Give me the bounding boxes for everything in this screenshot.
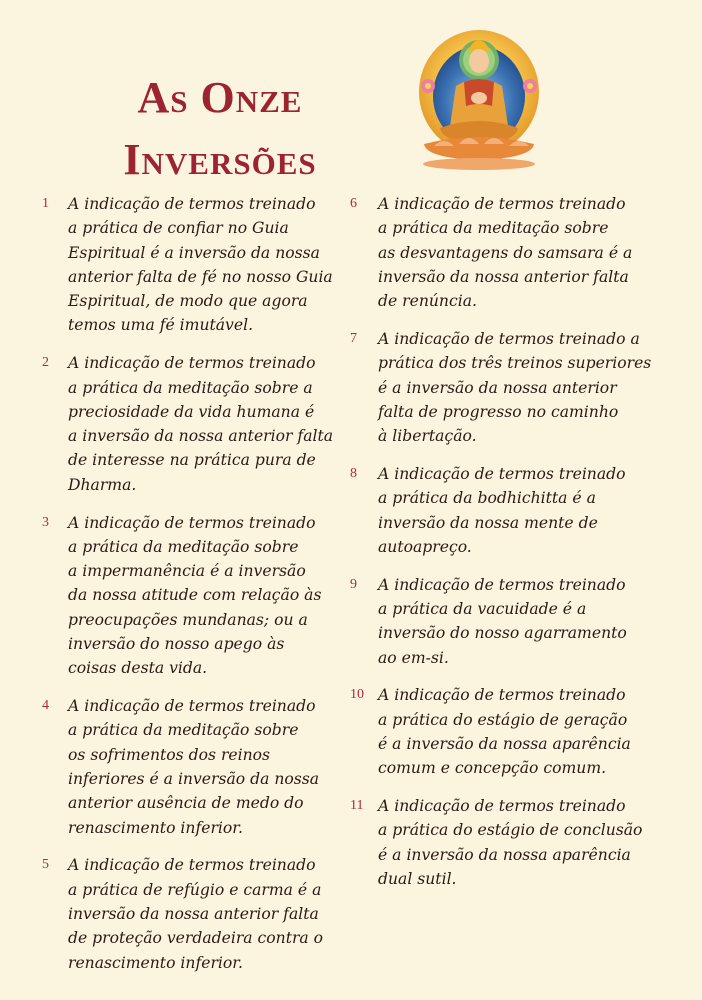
text-line: inferiores é a inversão da nossa: [68, 770, 320, 789]
item-text: [68, 511, 340, 681]
text-line: inversão da nossa mente de: [378, 513, 598, 532]
text-line: a prática de confiar no Guia: [68, 219, 289, 238]
text-line: Dharma.: [68, 475, 137, 494]
inversions-list-right: [348, 192, 653, 905]
text-line: é a inversão da nossa anterior: [378, 378, 617, 397]
item-number: 3: [42, 514, 49, 530]
text-line: a prática de refúgio e carma é a: [68, 880, 322, 899]
item-text: [68, 351, 340, 497]
list-item: [348, 192, 653, 313]
text-line: A indicação de termos treinado: [378, 195, 626, 213]
text-line: A indicação de termos treinado: [68, 697, 316, 716]
text-line: anterior ausência de medo do: [68, 794, 304, 813]
item-number: 11: [350, 798, 364, 814]
text-line: inversão do nosso agarramento: [378, 624, 627, 643]
text-line: dual sutil.: [378, 869, 457, 888]
text-line: A indicação de termos treinado: [68, 195, 316, 213]
item-text: [378, 794, 653, 891]
list-item: [348, 327, 653, 448]
item-number: 1: [42, 196, 49, 211]
item-number: 7: [350, 330, 357, 346]
text-line: a inversão da nossa anterior falta: [68, 427, 334, 446]
list-item: [348, 683, 653, 780]
list-item: [40, 694, 340, 840]
text-line: renascimento inferior.: [68, 818, 243, 837]
text-line: temos uma fé imutável.: [68, 316, 254, 335]
text-line: inversão do nosso apego às: [68, 635, 285, 654]
text-line: A indicação de termos treinado: [68, 856, 316, 875]
text-line: a prática da bodhichitta é a: [378, 489, 596, 508]
text-line: A indicação de termos treinado a: [378, 329, 640, 348]
text-line: A indicação de termos treinado: [68, 354, 316, 373]
list-item: [348, 462, 653, 559]
text-line: preocupações mundanas; ou a: [68, 610, 308, 629]
text-line: os sofrimentos dos reinos: [68, 745, 271, 764]
text-line: falta de progresso no caminho: [378, 402, 619, 421]
text-line: Espiritual, de modo que agora: [68, 292, 308, 311]
list-item: [40, 853, 340, 974]
page-title: [120, 67, 320, 190]
text-line: preciosidade da vida humana é: [68, 402, 315, 421]
text-line: coisas desta vida.: [68, 659, 208, 678]
text-line: da nossa atitude com relação às: [68, 586, 322, 605]
list-item: [40, 351, 340, 497]
text-line: inversão da nossa anterior falta: [68, 905, 319, 924]
text-line: a prática do estágio de conclusão: [378, 821, 643, 840]
list-item: [348, 573, 653, 670]
text-line: A indicação de termos treinado: [378, 686, 626, 705]
text-line: é a inversão da nossa aparência: [378, 734, 631, 753]
meditating-lama-portrait-icon: [404, 26, 554, 172]
text-line: as desvantagens do samsara é a: [378, 243, 633, 262]
item-text: [378, 327, 653, 448]
item-text: [68, 853, 340, 974]
text-line: Espiritual é a inversão da nossa: [68, 243, 320, 262]
text-line: renascimento inferior.: [68, 953, 243, 972]
list-item: [40, 511, 340, 681]
item-number: 2: [42, 355, 49, 371]
text-line: A indicação de termos treinado: [378, 464, 626, 483]
text-line: a prática da meditação sobre: [68, 721, 299, 740]
item-text: [378, 462, 653, 559]
text-line: a prática do estágio de geração: [378, 710, 628, 729]
text-line: A indicação de termos treinado: [378, 797, 626, 816]
text-line: a prática da meditação sobre: [68, 537, 299, 556]
text-line: A indicação de termos treinado: [68, 513, 316, 532]
page-title-line-1: As Onze: [137, 73, 303, 123]
item-number: 10: [350, 687, 364, 703]
text-line: é a inversão da nossa aparência: [378, 845, 631, 864]
item-number: 4: [42, 698, 49, 714]
text-line: anterior falta de fé no nosso Guia: [68, 267, 333, 286]
page-title-line-2: Inversões: [123, 135, 317, 185]
text-line: à libertação.: [378, 427, 477, 446]
text-line: prática dos três treinos superiores: [378, 354, 652, 373]
inversions-list-left: [40, 192, 340, 988]
text-line: autoapreço.: [378, 537, 472, 556]
text-line: a impermanência é a inversão: [68, 562, 306, 581]
list-item: [40, 192, 340, 338]
item-number: 8: [350, 465, 357, 481]
text-line: inversão da nossa anterior falta: [378, 267, 629, 286]
item-text: [378, 573, 653, 670]
text-line: a prática da meditação sobre: [378, 219, 609, 238]
item-text: [378, 192, 653, 313]
list-item: [348, 794, 653, 891]
text-line: de interesse na prática pura de: [68, 451, 316, 470]
text-line: a prática da meditação sobre a: [68, 378, 313, 397]
text-line: de proteção verdadeira contra o: [68, 929, 324, 948]
item-text: [378, 683, 653, 780]
item-text: [68, 192, 340, 338]
text-line: ao em-si.: [378, 648, 449, 667]
item-number: 9: [350, 576, 357, 592]
item-number: 6: [350, 196, 357, 211]
item-number: 5: [42, 857, 49, 873]
text-line: a prática da vacuidade é a: [378, 599, 587, 618]
text-line: A indicação de termos treinado: [378, 575, 626, 594]
text-line: comum e concepção comum.: [378, 759, 607, 778]
text-line: de renúncia.: [378, 292, 477, 311]
item-text: [68, 694, 340, 840]
